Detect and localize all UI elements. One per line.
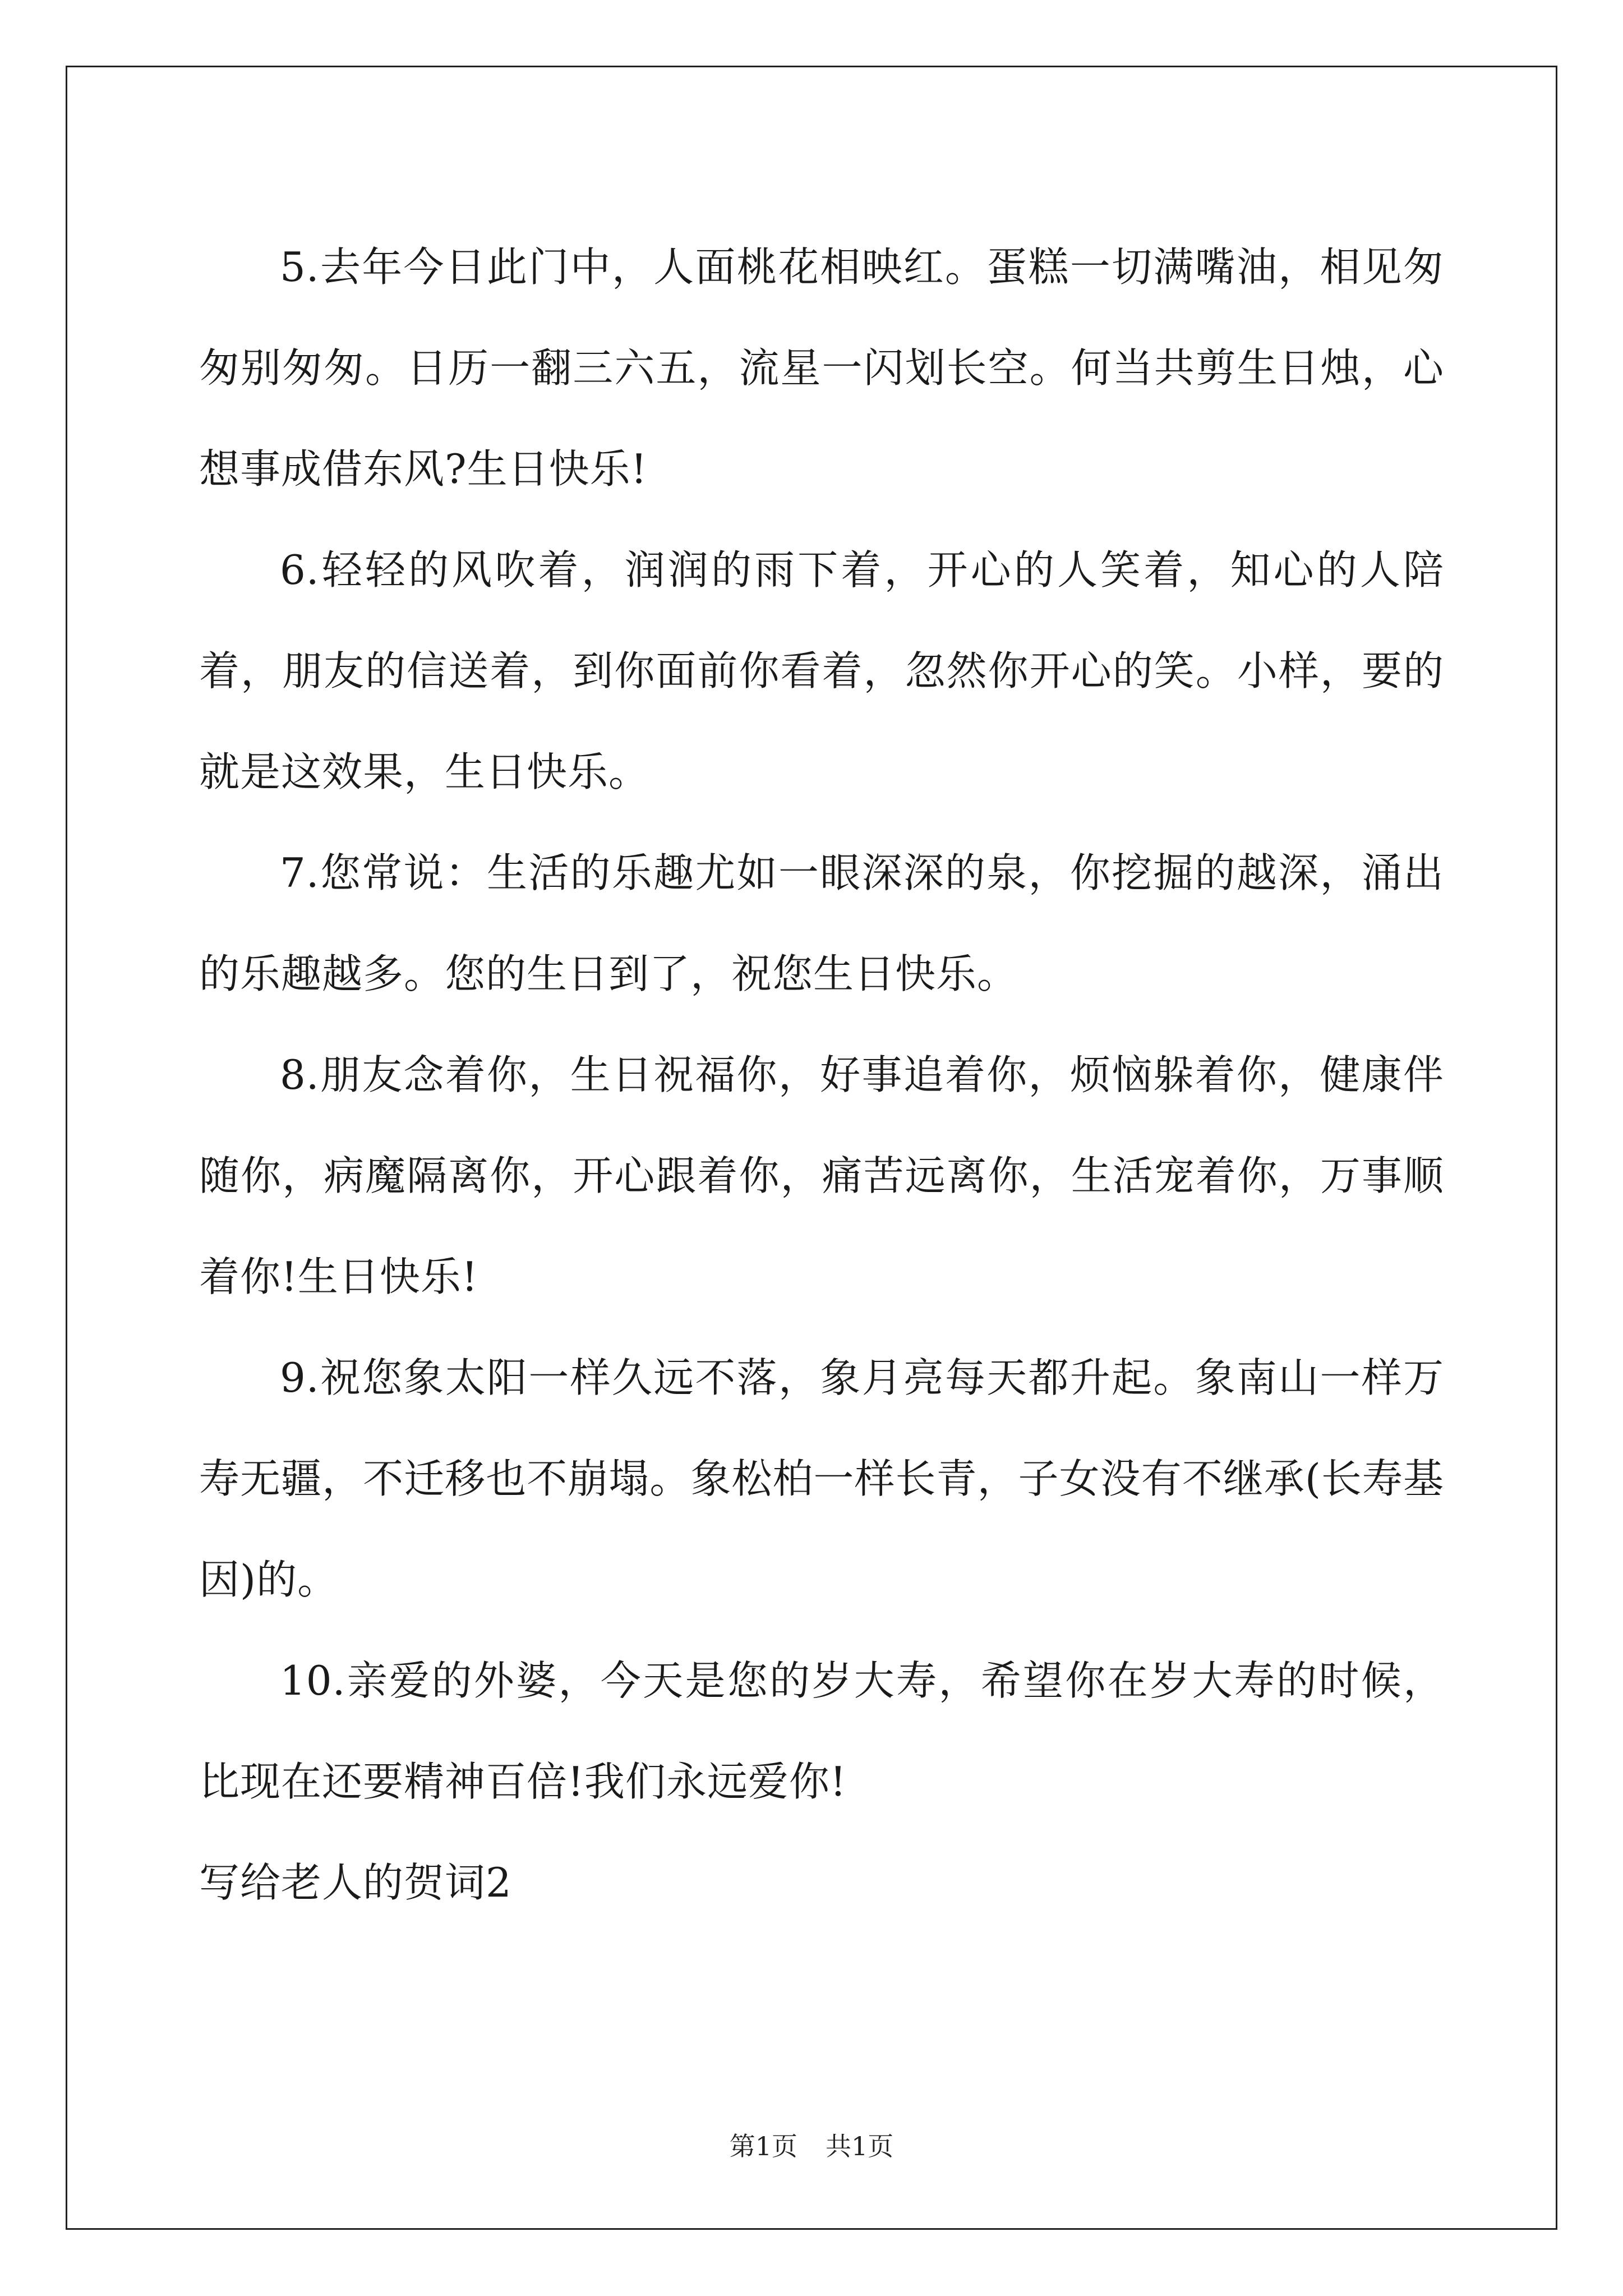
paragraph-9: 9.祝您象太阳一样久远不落，象月亮每天都升起。象南山一样万寿无疆，不迁移也不崩塌。象松柏一样长青，子女没有不继承(长寿基因)的。 <box>199 1354 1444 1603</box>
page-number: 第1页 <box>729 2131 797 2161</box>
paragraph-8: 8.朋友念着你，生日祝福你，好事追着你，烦恼躲着你，健康伴随你，病魔隔离你，开心跟着你，痛苦远离你，生活宠着你，万事顺着你!生日快乐! <box>199 1051 1444 1300</box>
paragraph-5: 5.去年今日此门中，人面桃花相映红。蛋糕一切满嘴油，相见匆匆别匆匆。日历一翻三六五，流星一闪划长空。何当共剪生日烛，心想事成借东风?生日快乐! <box>199 243 1444 493</box>
paragraph-10: 10.亲爱的外婆，今天是您的岁大寿，希望你在岁大寿的时候，比现在还要精神百倍!我们永远爱你! <box>199 1657 1444 1805</box>
paragraph-6: 6.轻轻的风吹着，润润的雨下着，开心的人笑着，知心的人陪着，朋友的信送着，到你面前你看着，忽然你开心的笑。小样，要的就是这效果，生日快乐。 <box>199 546 1444 795</box>
section-heading: 写给老人的贺词2 <box>199 1859 512 1906</box>
document-body <box>199 217 1444 1933</box>
page-total: 共1页 <box>826 2131 894 2161</box>
paragraph-7: 7.您常说：生活的乐趣尤如一眼深深的泉，你挖掘的越深，涌出的乐趣越多。您的生日到了，祝您生日快乐。 <box>199 849 1444 997</box>
page-footer <box>0 2129 1623 2163</box>
